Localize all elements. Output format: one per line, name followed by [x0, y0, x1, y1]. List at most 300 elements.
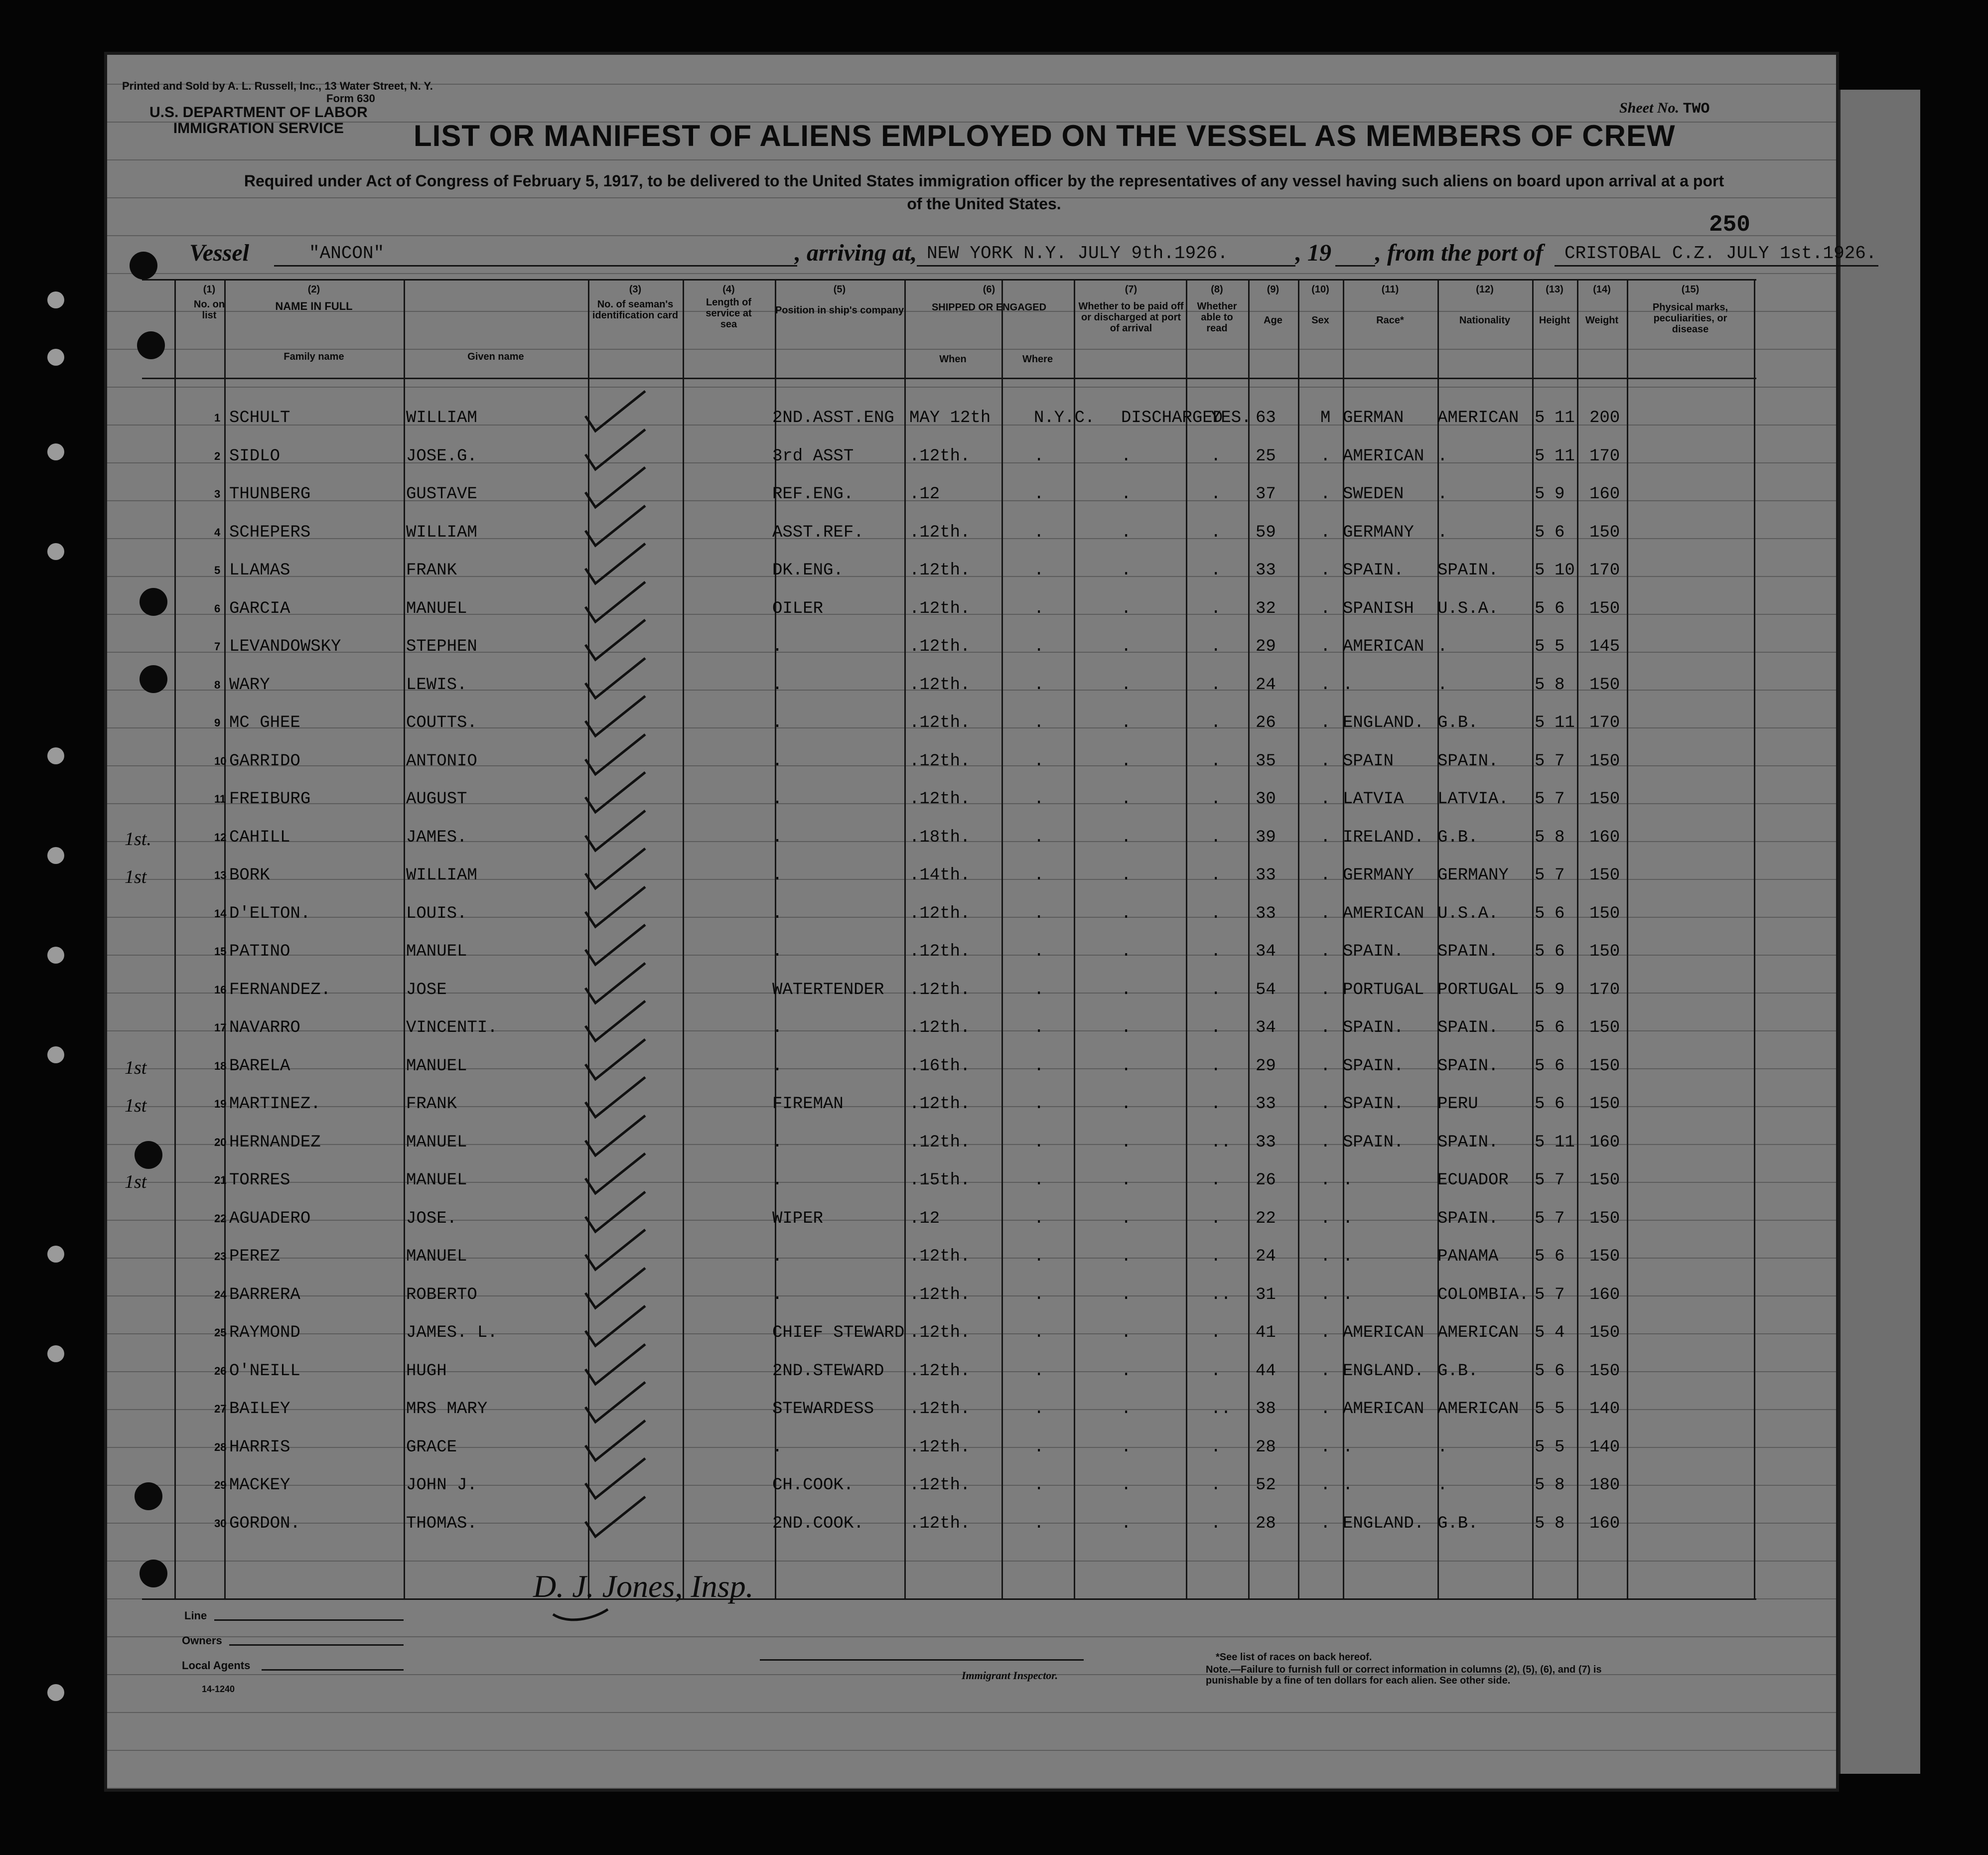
- cell-ft: 5: [1535, 485, 1545, 504]
- crew-row: [0, 1237, 1988, 1275]
- cell-when: .12th.: [909, 675, 971, 695]
- col-header-where: Where: [1022, 354, 1053, 365]
- cell-paid: .: [1121, 561, 1132, 580]
- cell-paid: .: [1121, 523, 1132, 542]
- col-label: Whether able to read: [1197, 301, 1237, 334]
- from-label: , from the port of: [1375, 240, 1544, 266]
- cell-in: 8: [1555, 1476, 1565, 1495]
- crew-row: [0, 894, 1988, 932]
- cell-race: .: [1343, 1247, 1353, 1266]
- cell-sex: .: [1320, 1133, 1331, 1152]
- cell-family: AGUADERO: [229, 1209, 311, 1228]
- col-index: (2): [307, 284, 320, 295]
- cell-paid: .: [1121, 1400, 1132, 1419]
- cell-paid: .: [1121, 828, 1132, 847]
- cell-sex: .: [1320, 1095, 1331, 1114]
- cell-weight: 150: [1589, 599, 1620, 618]
- cell-weight: 150: [1589, 751, 1620, 771]
- crew-row: [0, 1123, 1988, 1161]
- cell-where: .: [1034, 1514, 1044, 1533]
- cell-nationality: SPAIN.: [1437, 1133, 1499, 1152]
- col-header-position: [775, 284, 904, 316]
- col-header-marks: [1627, 284, 1754, 335]
- cell-no: 25: [214, 1326, 227, 1339]
- crew-row: [0, 513, 1988, 551]
- cell-paid: .: [1121, 1361, 1132, 1381]
- cell-given: THOMAS.: [406, 1514, 477, 1533]
- col-label: Whether to be paid off or discharged at port of arrival: [1078, 301, 1184, 334]
- cell-when: .12: [909, 1209, 940, 1228]
- cell-position: .: [772, 675, 783, 695]
- col-header-paid: [1076, 284, 1186, 334]
- cell-age: 33: [1256, 561, 1276, 580]
- cell-when: .12th.: [909, 1323, 971, 1342]
- cell-sex: .: [1320, 980, 1331, 999]
- arriving-label: , arriving at,: [795, 240, 917, 266]
- cell-race: SPAIN.: [1343, 1095, 1404, 1114]
- cell-ft: 5: [1535, 866, 1545, 885]
- cell-weight: 150: [1589, 1018, 1620, 1037]
- cell-sex: .: [1320, 1361, 1331, 1381]
- cell-family: FERNANDEZ.: [229, 980, 331, 999]
- cell-ft: 5: [1535, 1171, 1545, 1190]
- cell-position: .: [772, 637, 783, 656]
- cell-weight: 140: [1589, 1400, 1620, 1419]
- cell-paid: .: [1121, 675, 1132, 695]
- cell-ft: 5: [1535, 675, 1545, 695]
- cell-given: MANUEL: [406, 599, 467, 618]
- col-index: (5): [833, 284, 846, 295]
- cell-age: 54: [1256, 980, 1276, 999]
- cell-age: 63: [1256, 409, 1276, 428]
- cell-given: JOSE: [406, 980, 447, 999]
- cell-position: .: [772, 942, 783, 961]
- cell-no: 23: [214, 1250, 227, 1263]
- cell-family: SCHULT: [229, 409, 290, 428]
- cell-position: .: [772, 1133, 783, 1152]
- cell-sex: .: [1320, 1476, 1331, 1495]
- cell-when: .12th.: [909, 980, 971, 999]
- cell-family: GARRIDO: [229, 751, 300, 771]
- cell-in: 5: [1555, 637, 1565, 656]
- cell-paid: DISCHARGED: [1121, 409, 1223, 428]
- check-mark-icon: [583, 1494, 648, 1539]
- cell-position: 2ND.ASST.ENG: [772, 409, 894, 428]
- cell-nationality: COLOMBIA.: [1437, 1285, 1529, 1304]
- cell-race: GERMANY: [1343, 866, 1414, 885]
- cell-given: WILLIAM: [406, 523, 477, 542]
- col-header-no: [192, 284, 227, 321]
- cell-read: .: [1211, 1361, 1221, 1381]
- cell-position: WATERTENDER: [772, 980, 884, 999]
- cell-in: 6: [1555, 1247, 1565, 1266]
- cell-paid: .: [1121, 1209, 1132, 1228]
- cell-age: 22: [1256, 1209, 1276, 1228]
- col-label: Position in ship's company: [775, 305, 904, 316]
- cell-age: 33: [1256, 1133, 1276, 1152]
- cell-no: 22: [214, 1212, 227, 1225]
- col-header-given: Given name: [467, 351, 524, 362]
- cell-where: .: [1034, 1361, 1044, 1381]
- cell-where: .: [1034, 1209, 1044, 1228]
- cell-sex: .: [1320, 1323, 1331, 1342]
- cell-weight: 140: [1589, 1437, 1620, 1457]
- department-block: [149, 105, 368, 137]
- cell-when: .12th.: [909, 1285, 971, 1304]
- cell-given: JOSE.G.: [406, 446, 477, 466]
- col-header-weight: [1577, 284, 1627, 326]
- cell-sex: .: [1320, 1437, 1331, 1457]
- col-label: Physical marks, peculiarities, or disease: [1652, 302, 1728, 335]
- sheet-label: Sheet No.: [1619, 100, 1679, 116]
- cell-read: .: [1211, 1476, 1221, 1495]
- col-label: Weight: [1585, 315, 1619, 326]
- cell-where: .: [1034, 904, 1044, 923]
- cell-family: SIDLO: [229, 446, 281, 466]
- cell-position: 2ND.STEWARD: [772, 1361, 884, 1381]
- cell-race: GERMAN: [1343, 409, 1404, 428]
- cell-age: 31: [1256, 1285, 1276, 1304]
- cell-family: LLAMAS: [229, 561, 290, 580]
- agents-label: Local Agents: [182, 1659, 251, 1672]
- cell-nationality: ECUADOR: [1437, 1171, 1509, 1190]
- col-index: (11): [1381, 284, 1399, 295]
- cell-no: 13: [214, 869, 227, 881]
- cell-in: 10: [1555, 561, 1575, 580]
- fine-note: Note.—Failure to furnish full or correct information in columns (2), (5), (6), and (7) is punishable by a fine of ten dollars for each alien. See other side.: [1206, 1664, 1602, 1686]
- col-index: (9): [1267, 284, 1279, 295]
- cell-family: TORRES: [229, 1171, 290, 1190]
- cell-when: .12th.: [909, 751, 971, 771]
- col-label: NAME IN FULL: [275, 300, 353, 312]
- cell-position: .: [772, 751, 783, 771]
- cell-where: .: [1034, 1056, 1044, 1076]
- cell-family: HARRIS: [229, 1437, 290, 1457]
- cell-no: 5: [214, 564, 221, 576]
- cell-family: CAHILL: [229, 828, 290, 847]
- cell-given: WILLIAM: [406, 409, 477, 428]
- cell-read: .: [1211, 713, 1221, 732]
- cell-read: .: [1211, 980, 1221, 999]
- from-value: CRISTOBAL C.Z. JULY 1st.1926.: [1564, 243, 1877, 264]
- cell-nationality: SPAIN.: [1437, 751, 1499, 771]
- cell-race: AMERICAN: [1343, 637, 1424, 656]
- cell-when: .12th.: [909, 1018, 971, 1037]
- cell-race: .: [1343, 1476, 1353, 1495]
- cell-weight: 150: [1589, 1247, 1620, 1266]
- cell-where: .: [1034, 637, 1044, 656]
- cell-read: .: [1211, 561, 1221, 580]
- page-title: LIST OR MANIFEST OF ALIENS EMPLOYED ON THE VESSEL AS MEMBERS OF CREW: [414, 119, 1676, 152]
- cell-position: WIPER: [772, 1209, 824, 1228]
- cell-no: 20: [214, 1136, 227, 1148]
- crew-row: [0, 932, 1988, 970]
- cell-no: 18: [214, 1059, 227, 1072]
- cell-where: .: [1034, 980, 1044, 999]
- owners-label: Owners: [182, 1634, 222, 1647]
- cell-paid: .: [1121, 599, 1132, 618]
- cell-given: GRACE: [406, 1437, 457, 1457]
- cell-sex: .: [1320, 446, 1331, 466]
- cell-age: 41: [1256, 1323, 1276, 1342]
- col-header-nationality: [1437, 284, 1532, 326]
- cell-where: .: [1034, 561, 1044, 580]
- cell-where: .: [1034, 1171, 1044, 1190]
- cell-weight: 150: [1589, 523, 1620, 542]
- cell-sex: .: [1320, 675, 1331, 695]
- cell-race: .: [1343, 675, 1353, 695]
- crew-row: [0, 856, 1988, 894]
- crew-row: [0, 666, 1988, 704]
- crew-row: [0, 971, 1988, 1008]
- cell-paid: .: [1121, 1437, 1132, 1457]
- cell-race: AMERICAN: [1343, 904, 1424, 923]
- cell-ft: 5: [1535, 599, 1545, 618]
- cell-in: 6: [1555, 1056, 1565, 1076]
- cell-when: .15th.: [909, 1171, 971, 1190]
- cell-weight: 180: [1589, 1476, 1620, 1495]
- cell-no: 10: [214, 754, 227, 767]
- crew-row: [0, 1390, 1988, 1427]
- cell-when: .12th.: [909, 1476, 971, 1495]
- cell-in: 5: [1555, 1400, 1565, 1419]
- vessel-line: [189, 239, 1877, 269]
- cell-read: .: [1211, 751, 1221, 771]
- cell-sex: .: [1320, 1285, 1331, 1304]
- cell-paid: .: [1121, 904, 1132, 923]
- cell-age: 37: [1256, 485, 1276, 504]
- cell-no: 12: [214, 831, 227, 844]
- cell-given: ROBERTO: [406, 1285, 477, 1304]
- cell-nationality: SPAIN.: [1437, 1056, 1499, 1076]
- cell-given: FRANK: [406, 1095, 457, 1114]
- cell-read: YES.: [1211, 409, 1252, 428]
- crew-row: [0, 399, 1988, 436]
- cell-given: LOUIS.: [406, 904, 467, 923]
- crew-row: [0, 1276, 1988, 1313]
- cell-sex: .: [1320, 1247, 1331, 1266]
- cell-nationality: PORTUGAL: [1437, 980, 1519, 999]
- cell-read: .: [1211, 828, 1221, 847]
- crew-row: [0, 704, 1988, 741]
- cell-family: MARTINEZ.: [229, 1095, 321, 1114]
- cell-when: .12th.: [909, 942, 971, 961]
- cell-nationality: .: [1437, 1437, 1448, 1457]
- cell-paid: .: [1121, 637, 1132, 656]
- cell-weight: 150: [1589, 1323, 1620, 1342]
- cell-family: GORDON.: [229, 1514, 300, 1533]
- cell-read: .: [1211, 1018, 1221, 1037]
- col-label: Length of service at sea: [706, 297, 752, 330]
- cell-when: .12th.: [909, 561, 971, 580]
- cell-ft: 5: [1535, 1437, 1545, 1457]
- crew-row: [0, 1047, 1988, 1085]
- cell-nationality: .: [1437, 485, 1448, 504]
- cell-read: .: [1211, 1514, 1221, 1533]
- crew-row: [0, 627, 1988, 665]
- cell-no: 2: [214, 449, 221, 462]
- cell-ft: 5: [1535, 1018, 1545, 1037]
- cell-sex: .: [1320, 523, 1331, 542]
- cell-when: .12th.: [909, 1133, 971, 1152]
- cell-paid: .: [1121, 1285, 1132, 1304]
- cell-age: 33: [1256, 866, 1276, 885]
- cell-weight: 150: [1589, 942, 1620, 961]
- cell-in: 6: [1555, 1018, 1565, 1037]
- printer-imprint: [122, 80, 433, 105]
- cell-when: .12th.: [909, 1437, 971, 1457]
- cell-race: LATVIA: [1343, 790, 1404, 809]
- cell-ft: 5: [1535, 1323, 1545, 1342]
- cell-position: DK.ENG.: [772, 561, 844, 580]
- cell-when: .12th.: [909, 713, 971, 732]
- cell-paid: .: [1121, 446, 1132, 466]
- cell-paid: .: [1121, 790, 1132, 809]
- cell-given: MANUEL: [406, 1056, 467, 1076]
- cell-ft: 5: [1535, 1133, 1545, 1152]
- cell-given: MANUEL: [406, 942, 467, 961]
- crew-row: [0, 1199, 1988, 1237]
- cell-sex: M: [1320, 409, 1331, 428]
- cell-family: D'ELTON.: [229, 904, 311, 923]
- cell-nationality: SPAIN.: [1437, 1209, 1499, 1228]
- service-name: IMMIGRATION SERVICE: [173, 120, 344, 137]
- cell-family: THUNBERG: [229, 485, 311, 504]
- cell-position: FIREMAN: [772, 1095, 844, 1114]
- cell-race: AMERICAN: [1343, 1323, 1424, 1342]
- cell-given: MANUEL: [406, 1247, 467, 1266]
- col-index: (4): [722, 284, 735, 295]
- cell-sex: .: [1320, 1171, 1331, 1190]
- cell-when: .12th.: [909, 1247, 971, 1266]
- vessel-name: "ANCON": [309, 243, 385, 264]
- cell-read: .: [1211, 675, 1221, 695]
- cell-age: 28: [1256, 1437, 1276, 1457]
- col-header-height: [1532, 284, 1577, 326]
- cell-race: IRELAND.: [1343, 828, 1424, 847]
- cell-sex: .: [1320, 904, 1331, 923]
- page-number: 250: [1709, 212, 1750, 238]
- cell-in: 8: [1555, 675, 1565, 695]
- cell-where: .: [1034, 790, 1044, 809]
- cell-in: 6: [1555, 904, 1565, 923]
- cell-position: .: [772, 904, 783, 923]
- cell-family: O'NEILL: [229, 1361, 300, 1381]
- cell-in: 7: [1555, 790, 1565, 809]
- col-index: (12): [1476, 284, 1494, 295]
- cell-nationality: .: [1437, 446, 1448, 466]
- cell-no: 28: [214, 1440, 227, 1453]
- cell-family: WARY: [229, 675, 270, 695]
- cell-no: 9: [214, 716, 221, 729]
- cell-position: .: [772, 1437, 783, 1457]
- cell-ft: 5: [1535, 561, 1545, 580]
- cell-age: 38: [1256, 1400, 1276, 1419]
- cell-where: .: [1034, 828, 1044, 847]
- cell-paid: .: [1121, 1247, 1132, 1266]
- col-header-card: [588, 284, 683, 321]
- cell-in: 8: [1555, 1514, 1565, 1533]
- cell-nationality: G.B.: [1437, 1361, 1478, 1381]
- department-name: U.S. DEPARTMENT OF LABOR: [149, 104, 368, 121]
- cell-ft: 5: [1535, 1247, 1545, 1266]
- cell-race: .: [1343, 1171, 1353, 1190]
- cell-nationality: .: [1437, 1476, 1448, 1495]
- cell-position: CHIEF STEWARD: [772, 1323, 905, 1342]
- cell-sex: .: [1320, 1514, 1331, 1533]
- cell-race: .: [1343, 1285, 1353, 1304]
- printer-line: Printed and Sold by A. L. Russell, Inc., 13 Water Street, N. Y.: [122, 80, 433, 92]
- cell-no: 21: [214, 1174, 227, 1186]
- cell-age: 59: [1256, 523, 1276, 542]
- cell-sex: .: [1320, 637, 1331, 656]
- cell-sex: .: [1320, 828, 1331, 847]
- cell-read: .: [1211, 1323, 1221, 1342]
- cell-no: 17: [214, 1021, 227, 1034]
- cell-paid: .: [1121, 1133, 1132, 1152]
- cell-in: 6: [1555, 942, 1565, 961]
- cell-in: 11: [1555, 446, 1575, 466]
- cell-position: .: [772, 866, 783, 885]
- cell-read: .: [1211, 637, 1221, 656]
- cell-when: .12th.: [909, 790, 971, 809]
- cell-when: .14th.: [909, 866, 971, 885]
- cell-ft: 5: [1535, 904, 1545, 923]
- cell-ft: 5: [1535, 751, 1545, 771]
- cell-family: MACKEY: [229, 1476, 290, 1495]
- cell-no: 16: [214, 983, 227, 996]
- cell-in: 4: [1555, 1323, 1565, 1342]
- cell-where: .: [1034, 1400, 1044, 1419]
- col-label: Race*: [1376, 315, 1404, 326]
- cell-paid: .: [1121, 1514, 1132, 1533]
- cell-family: BAILEY: [229, 1400, 290, 1419]
- cell-race: PORTUGAL: [1343, 980, 1424, 999]
- cell-nationality: U.S.A.: [1437, 599, 1499, 618]
- cell-when: .12th.: [909, 637, 971, 656]
- cell-read: .: [1211, 1437, 1221, 1457]
- crew-row: [0, 1085, 1988, 1123]
- cell-read: .: [1211, 485, 1221, 504]
- cell-age: 28: [1256, 1514, 1276, 1533]
- page-subtitle: Required under Act of Congress of February 5, 1917, to be delivered to the United States immigration officer by the representatives of any vessel having such aliens on board upon arrival at a port of the United States.: [244, 172, 1724, 213]
- cell-mark: 1st: [125, 1057, 147, 1078]
- col-header-name: [224, 284, 404, 312]
- cell-paid: .: [1121, 751, 1132, 771]
- cell-where: .: [1034, 1247, 1044, 1266]
- cell-mark: 1st: [125, 1171, 147, 1192]
- cell-nationality: G.B.: [1437, 713, 1478, 732]
- col-header-read: [1186, 284, 1248, 334]
- cell-paid: .: [1121, 485, 1132, 504]
- form-code: 14-1240: [202, 1684, 235, 1694]
- cell-no: 1: [214, 412, 221, 424]
- cell-family: FREIBURG: [229, 790, 311, 809]
- cell-given: WILLIAM: [406, 866, 477, 885]
- cell-paid: .: [1121, 1095, 1132, 1114]
- cell-read: .: [1211, 1247, 1221, 1266]
- arriving-value: NEW YORK N.Y. JULY 9th.1926.: [927, 243, 1228, 264]
- cell-position: STEWARDESS: [772, 1400, 874, 1419]
- cell-weight: 170: [1589, 980, 1620, 999]
- col-header-sex: [1298, 284, 1343, 326]
- cell-in: 7: [1555, 1171, 1565, 1190]
- cell-ft: 5: [1535, 409, 1545, 428]
- cell-position: .: [772, 1247, 783, 1266]
- cell-ft: 5: [1535, 1514, 1545, 1533]
- cell-given: FRANK: [406, 561, 457, 580]
- cell-race: SPANISH: [1343, 599, 1414, 618]
